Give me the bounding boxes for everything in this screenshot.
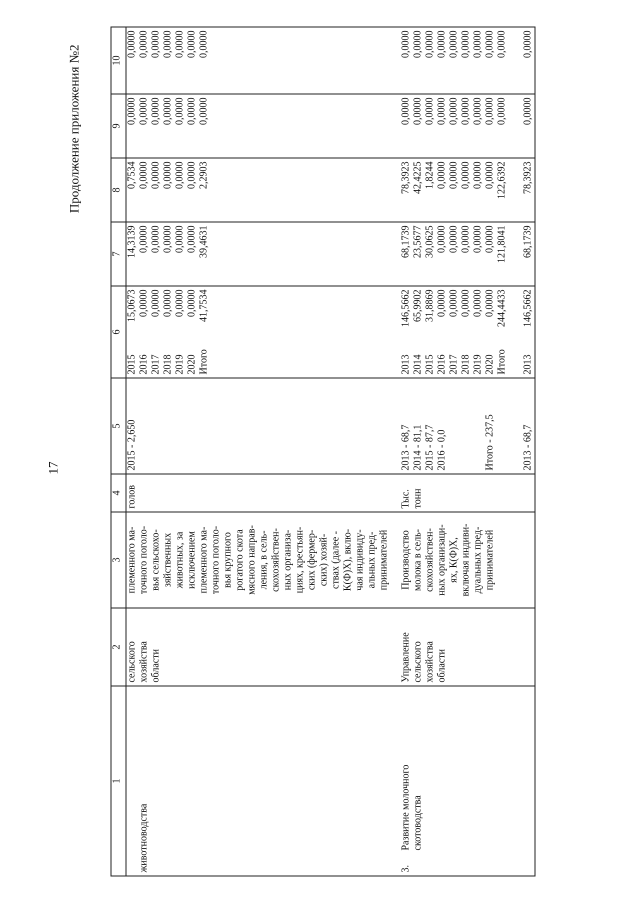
total-values: 15,0673 0,0000 0,0000 0,0000 0,0000 0,0000 41,7534 — [126, 289, 210, 322]
unit-cell — [509, 474, 536, 512]
row-number: 3. — [400, 865, 412, 873]
header-row — [111, 27, 126, 876]
local-budget-cell: 0,0000 0,0000 0,0000 0,0000 0,0000 0,0000 0,0000 — [126, 94, 391, 158]
table-row — [509, 27, 536, 876]
measure-name-cell — [126, 686, 391, 876]
header-cell: 10 — [111, 27, 126, 94]
federal-budget-cell: 68,1739 — [509, 222, 536, 286]
rotated-document-page — [1, 0, 640, 905]
target-values-cell: 2013 - 68,7 2014 - 81,1 2015 - 87,7 2016 - 0,0 Итого - 237,5 — [391, 378, 509, 474]
executor-cell — [509, 608, 536, 686]
years-list: 2015 2016 2017 2018 2019 2020 Итого — [126, 349, 210, 375]
header-cell: 9 — [111, 94, 126, 158]
years-total-cell — [391, 286, 509, 378]
other-sources-cell: 0,0000 — [509, 27, 536, 94]
local-budget-cell: 0,0000 — [509, 94, 536, 158]
regional-budget-cell: 0,7534 0,0000 0,0000 0,0000 0,0000 0,0000 2,2903 — [126, 158, 391, 222]
regional-budget-cell: 78,3923 42,4225 1,8244 0,0000 0,0000 0,0000 0,0000 0,0000 122,6392 — [391, 158, 509, 222]
years-list: 2013 — [522, 354, 534, 375]
federal-budget-cell: 68,1739 23,5677 30,0625 0,0000 0,0000 0,0000 0,0000 0,0000 121,8041 — [391, 222, 509, 286]
program-table — [111, 27, 536, 877]
header-cell: 6 — [111, 286, 126, 378]
indicator-cell — [509, 512, 536, 608]
local-budget-cell: 0,0000 0,0000 0,0000 0,0000 0,0000 0,0000 0,0000 0,0000 0,0000 — [391, 94, 509, 158]
target-values-cell: 2013 - 68,7 — [509, 378, 536, 474]
header-cell: 2 — [111, 608, 126, 686]
target-values-cell: 2015 - 2,650 — [126, 378, 391, 474]
header-cell: 8 — [111, 158, 126, 222]
executor-cell: сельского хозяйства области — [126, 608, 391, 686]
years-list: 2013 2014 2015 2016 2017 2018 2019 2020 Итого — [400, 349, 508, 375]
measure-name: Развитие молочного скотоводства — [400, 764, 424, 851]
federal-budget-cell: 14,3139 0,0000 0,0000 0,0000 0,0000 0,0000 39,4631 — [126, 222, 391, 286]
header-cell: 4 — [111, 474, 126, 512]
indicator-cell: Производство молока в сель- скохозяйствен- ных организаци- ях, К(Ф)Х, включая индиви- дуальных пред- принимателей — [391, 512, 509, 608]
header-cell: 1 — [111, 686, 126, 876]
other-sources-cell: 0,0000 0,0000 0,0000 0,0000 0,0000 0,0000 0,0000 — [126, 27, 391, 94]
years-total-cell — [126, 286, 391, 378]
measure-name: животноводства — [138, 803, 150, 873]
measure-name-cell — [509, 686, 536, 876]
total-values: 146,5662 65,9902 31,8869 0,0000 0,0000 0,0000 0,0000 0,0000 244,4433 — [400, 289, 508, 327]
regional-budget-cell: 78,3923 — [509, 158, 536, 222]
appendix-title: Продолжение приложения №2 — [66, 44, 82, 214]
unit-cell: Тыс. тонн — [391, 474, 509, 512]
page-number: 17 — [45, 461, 61, 475]
years-total-cell — [509, 286, 536, 378]
header-cell: 3 — [111, 512, 126, 608]
table-row — [126, 27, 391, 876]
measure-name-cell — [391, 686, 509, 876]
table-row — [391, 27, 509, 876]
executor-cell: Управление сельского хозяйства области — [391, 608, 509, 686]
header-cell: 7 — [111, 222, 126, 286]
total-values: 146,5662 — [522, 289, 534, 327]
other-sources-cell: 0,0000 0,0000 0,0000 0,0000 0,0000 0,0000 0,0000 0,0000 0,0000 — [391, 27, 509, 94]
unit-cell: голов — [126, 474, 391, 512]
header-cell: 5 — [111, 378, 126, 474]
indicator-cell: племенного ма- точного поголо- вья сельскохо- зяйственных животных, за исключением племенного ма- точного поголо- вья крупного рогатого скота мясного направ- ления, в сель- скохозяйствен- ных организа- циях, крестьян- ских (фермер- ских) хозяй- ствах (далее - К(Ф)Х), вклю- чая индивиду- альных пред- принимателей — [126, 512, 391, 608]
